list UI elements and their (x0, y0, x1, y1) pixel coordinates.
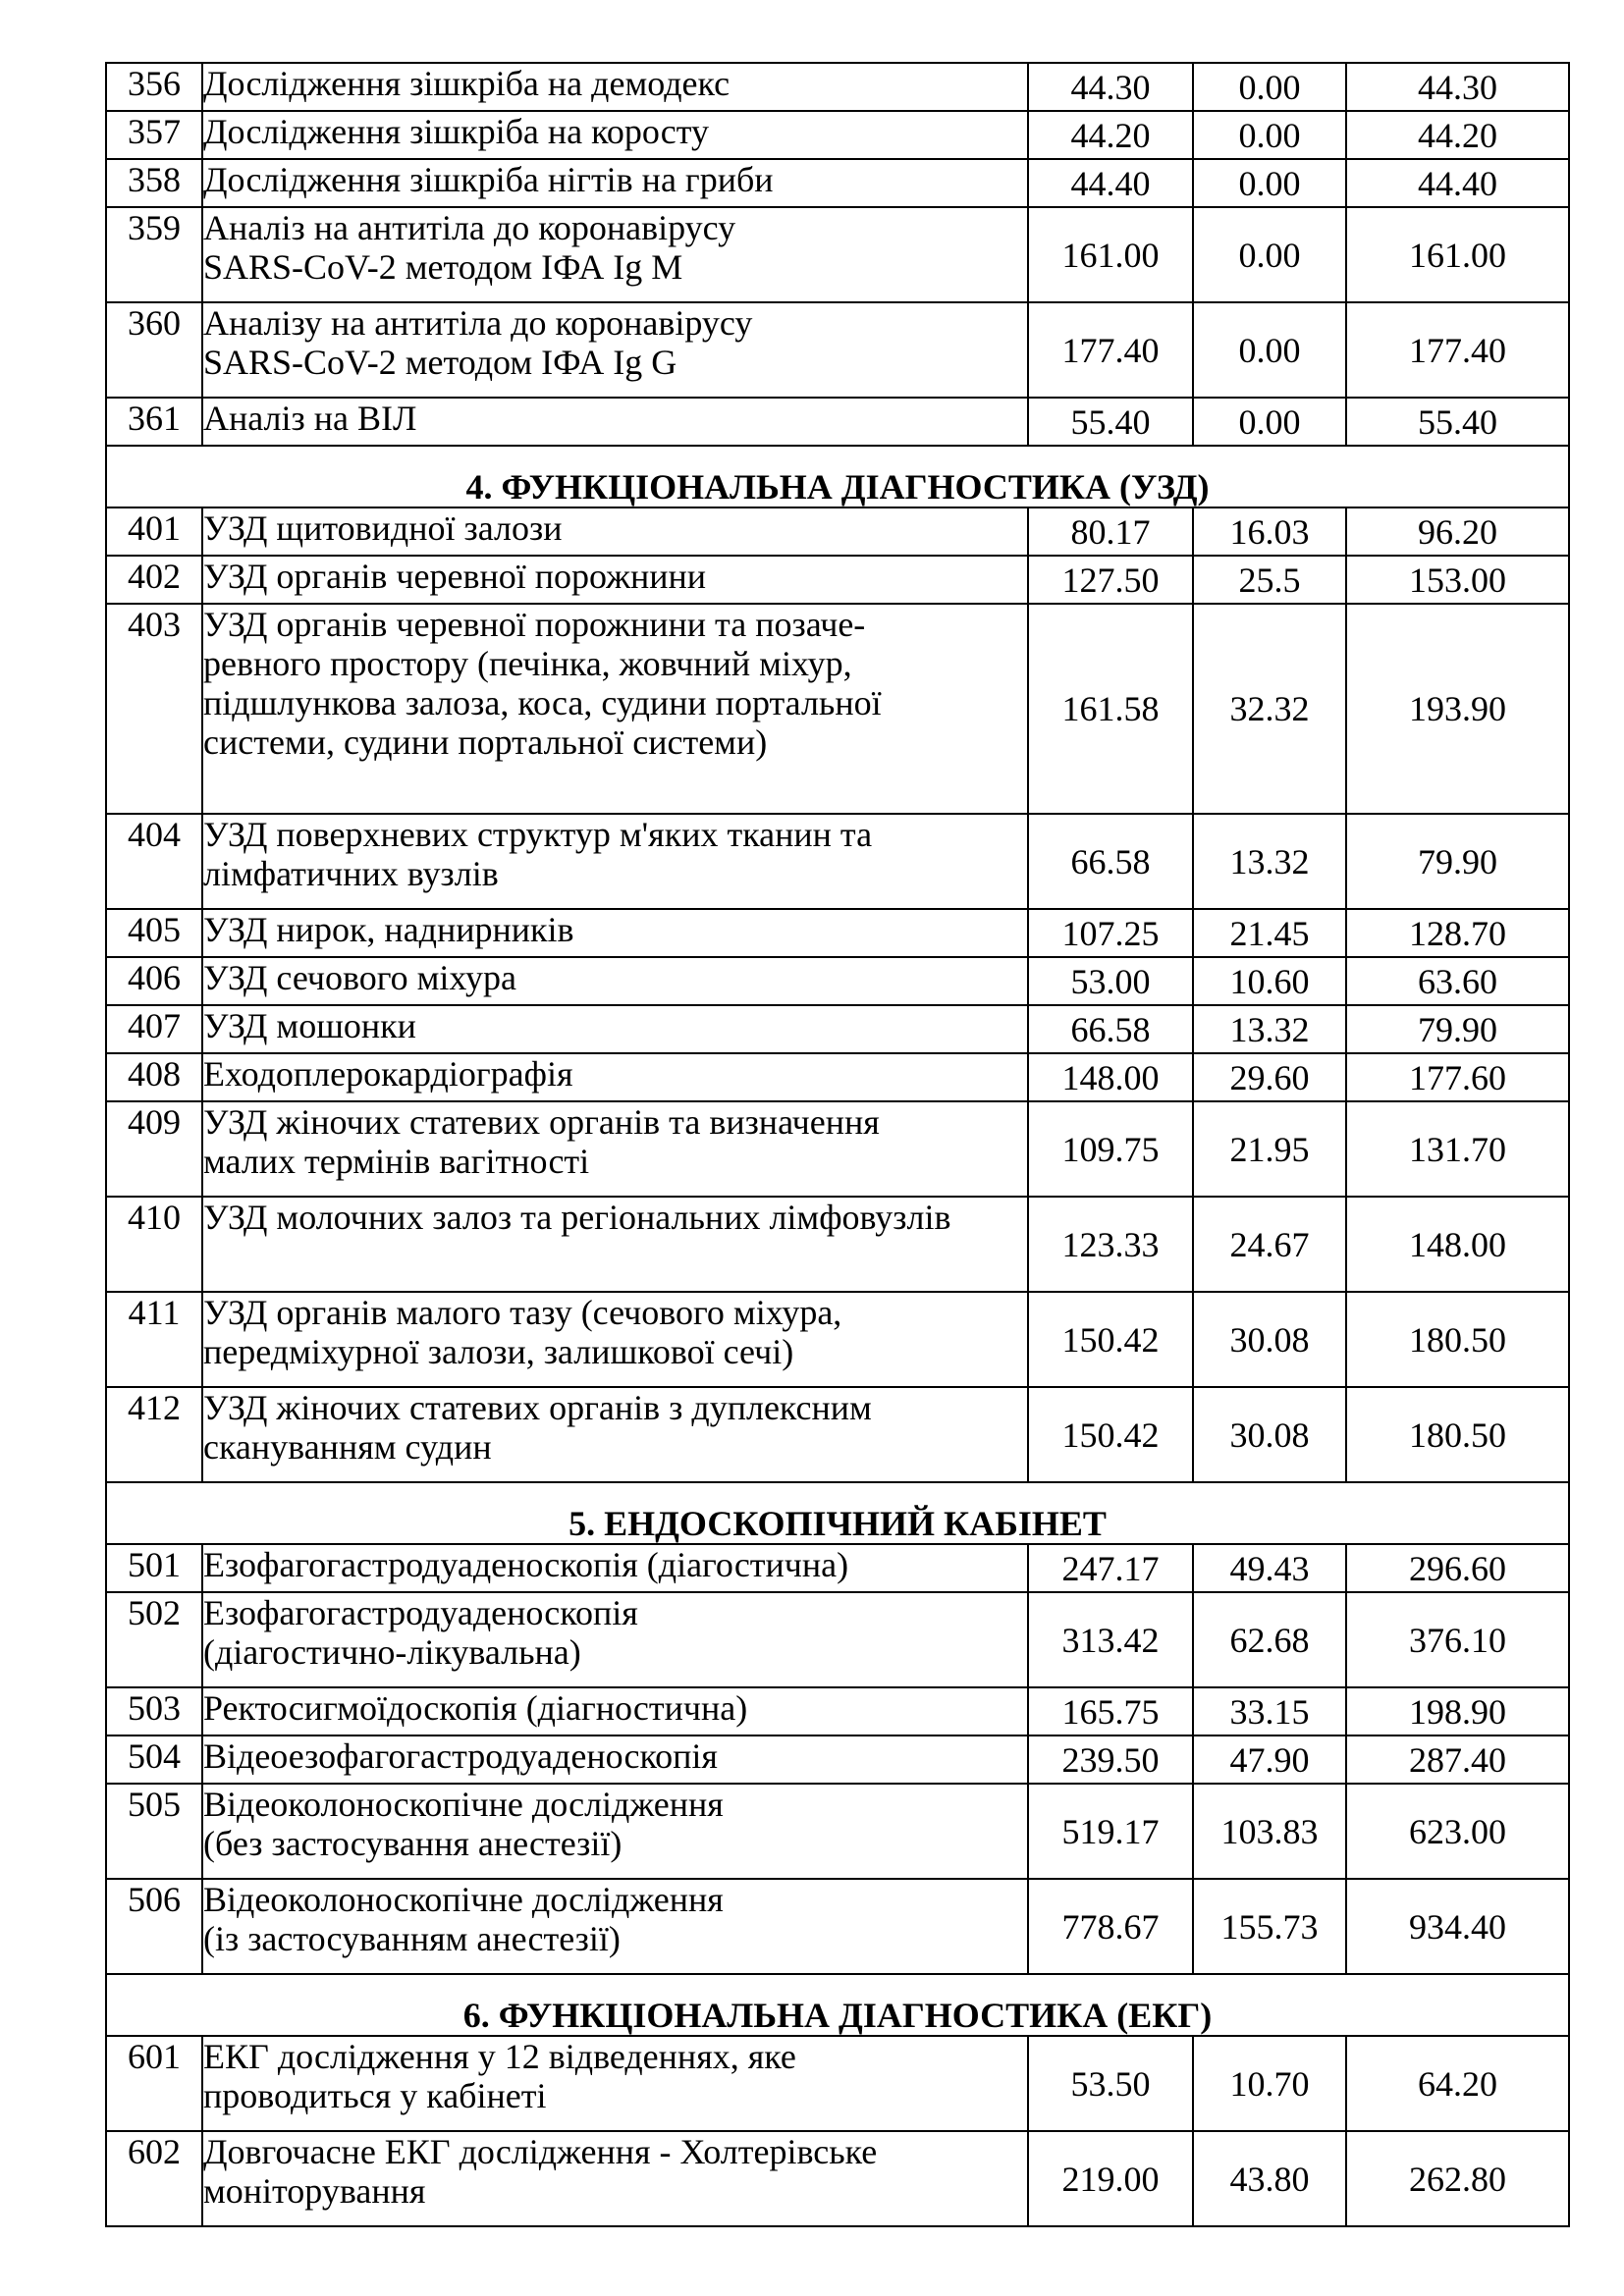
price-without-vat: 150.42 (1028, 1387, 1193, 1482)
price-without-vat: 107.25 (1028, 909, 1193, 957)
vat-amount: 21.95 (1193, 1101, 1346, 1197)
price-without-vat: 127.50 (1028, 556, 1193, 604)
price-without-vat: 161.00 (1028, 207, 1193, 302)
price-with-vat: 296.60 (1346, 1544, 1569, 1592)
table-row (106, 1292, 1569, 1387)
price-with-vat: 128.70 (1346, 909, 1569, 957)
vat-amount: 16.03 (1193, 507, 1346, 556)
vat-amount: 25.5 (1193, 556, 1346, 604)
service-code: 403 (106, 604, 202, 814)
section-title: 6. ФУНКЦІОНАЛЬНА ДІАГНОСТИКА (ЕКГ) (106, 1974, 1569, 2036)
table-row (106, 957, 1569, 1005)
service-name: Аналіз на ВІЛ (202, 398, 1028, 446)
price-without-vat: 150.42 (1028, 1292, 1193, 1387)
price-without-vat: 239.50 (1028, 1735, 1193, 1784)
vat-amount: 13.32 (1193, 1005, 1346, 1053)
price-without-vat: 44.30 (1028, 63, 1193, 111)
service-name: УЗД сечового міхура (202, 957, 1028, 1005)
price-with-vat: 934.40 (1346, 1879, 1569, 1974)
price-without-vat: 161.58 (1028, 604, 1193, 814)
vat-amount: 43.80 (1193, 2131, 1346, 2226)
price-without-vat: 247.17 (1028, 1544, 1193, 1592)
price-list-body (106, 63, 1569, 2226)
service-code: 361 (106, 398, 202, 446)
service-name: Аналіз на антитіла до коронавірусу SARS-CoV-2 методом ІФА Ig M (202, 207, 1028, 302)
table-row (106, 302, 1569, 398)
price-without-vat: 148.00 (1028, 1053, 1193, 1101)
service-code: 405 (106, 909, 202, 957)
price-with-vat: 44.30 (1346, 63, 1569, 111)
price-with-vat: 79.90 (1346, 814, 1569, 909)
table-row (106, 1053, 1569, 1101)
vat-amount: 0.00 (1193, 398, 1346, 446)
vat-amount: 0.00 (1193, 159, 1346, 207)
price-without-vat: 66.58 (1028, 814, 1193, 909)
table-row (106, 1544, 1569, 1592)
vat-amount: 21.45 (1193, 909, 1346, 957)
table-row (106, 1687, 1569, 1735)
vat-amount: 30.08 (1193, 1292, 1346, 1387)
price-without-vat: 109.75 (1028, 1101, 1193, 1197)
section-header-row (106, 1482, 1569, 1544)
price-with-vat: 148.00 (1346, 1197, 1569, 1292)
price-with-vat: 180.50 (1346, 1387, 1569, 1482)
service-code: 407 (106, 1005, 202, 1053)
table-row (106, 207, 1569, 302)
price-with-vat: 177.40 (1346, 302, 1569, 398)
vat-amount: 47.90 (1193, 1735, 1346, 1784)
service-name: Довгочасне ЕКГ дослідження - Холтерівське моніторування (202, 2131, 1028, 2226)
table-row (106, 814, 1569, 909)
service-code: 402 (106, 556, 202, 604)
table-row (106, 1197, 1569, 1292)
service-code: 356 (106, 63, 202, 111)
vat-amount: 29.60 (1193, 1053, 1346, 1101)
service-name: Дослідження зішкріба нігтів на гриби (202, 159, 1028, 207)
price-with-vat: 44.20 (1346, 111, 1569, 159)
vat-amount: 0.00 (1193, 111, 1346, 159)
price-without-vat: 55.40 (1028, 398, 1193, 446)
service-name: Дослідження зішкріба на демодекс (202, 63, 1028, 111)
service-code: 410 (106, 1197, 202, 1292)
price-with-vat: 287.40 (1346, 1735, 1569, 1784)
price-without-vat: 177.40 (1028, 302, 1193, 398)
price-without-vat: 219.00 (1028, 2131, 1193, 2226)
service-code: 602 (106, 2131, 202, 2226)
price-without-vat: 123.33 (1028, 1197, 1193, 1292)
vat-amount: 30.08 (1193, 1387, 1346, 1482)
service-name: Відеоезофагогастродуаденоскопія (202, 1735, 1028, 1784)
table-row (106, 1879, 1569, 1974)
service-name: УЗД жіночих статевих органів з дуплексним скануванням судин (202, 1387, 1028, 1482)
service-name: Відеоколоноскопічне дослідження (із застосуванням анестезії) (202, 1879, 1028, 1974)
price-without-vat: 778.67 (1028, 1879, 1193, 1974)
service-name: ЕКГ дослідження у 12 відведеннях, яке проводиться у кабінеті (202, 2036, 1028, 2131)
service-name: УЗД нирок, наднирників (202, 909, 1028, 957)
vat-amount: 155.73 (1193, 1879, 1346, 1974)
service-code: 412 (106, 1387, 202, 1482)
price-with-vat: 64.20 (1346, 2036, 1569, 2131)
table-row (106, 63, 1569, 111)
price-without-vat: 313.42 (1028, 1592, 1193, 1687)
service-name: Езофагогастродуаденоскопія (діагостично-лікувальна) (202, 1592, 1028, 1687)
price-without-vat: 80.17 (1028, 507, 1193, 556)
service-name: УЗД органів черевної порожнини та позаче- ревного простору (печінка, жовчний міхур, підшлункова залоза, коса, судини портальної системи, судини портальної системи) (202, 604, 1028, 814)
price-without-vat: 44.20 (1028, 111, 1193, 159)
service-name: Ректосигмоїдоскопія (діагностична) (202, 1687, 1028, 1735)
vat-amount: 103.83 (1193, 1784, 1346, 1879)
price-with-vat: 55.40 (1346, 398, 1569, 446)
price-without-vat: 44.40 (1028, 159, 1193, 207)
price-with-vat: 193.90 (1346, 604, 1569, 814)
vat-amount: 0.00 (1193, 63, 1346, 111)
price-list-table (105, 62, 1570, 2227)
service-code: 357 (106, 111, 202, 159)
service-name: Відеоколоноскопічне дослідження (без застосування анестезії) (202, 1784, 1028, 1879)
vat-amount: 24.67 (1193, 1197, 1346, 1292)
table-row (106, 1735, 1569, 1784)
service-name: УЗД молочних залоз та регіональних лімфовузлів (202, 1197, 1028, 1292)
service-name: УЗД щитовидної залози (202, 507, 1028, 556)
table-row (106, 1101, 1569, 1197)
table-row (106, 1592, 1569, 1687)
table-row (106, 159, 1569, 207)
service-name: Еходоплерокардіографія (202, 1053, 1028, 1101)
vat-amount: 10.70 (1193, 2036, 1346, 2131)
service-code: 360 (106, 302, 202, 398)
service-code: 411 (106, 1292, 202, 1387)
price-with-vat: 376.10 (1346, 1592, 1569, 1687)
price-with-vat: 198.90 (1346, 1687, 1569, 1735)
table-row (106, 2131, 1569, 2226)
service-code: 601 (106, 2036, 202, 2131)
section-title: 4. ФУНКЦІОНАЛЬНА ДІАГНОСТИКА (УЗД) (106, 446, 1569, 507)
service-name: УЗД поверхневих структур м'яких тканин та лімфатичних вузлів (202, 814, 1028, 909)
table-row (106, 604, 1569, 814)
vat-amount: 33.15 (1193, 1687, 1346, 1735)
price-with-vat: 44.40 (1346, 159, 1569, 207)
price-without-vat: 165.75 (1028, 1687, 1193, 1735)
table-row (106, 507, 1569, 556)
service-code: 401 (106, 507, 202, 556)
price-with-vat: 79.90 (1346, 1005, 1569, 1053)
price-with-vat: 63.60 (1346, 957, 1569, 1005)
price-without-vat: 53.00 (1028, 957, 1193, 1005)
service-name: Аналізу на антитіла до коронавірусу SARS-CoV-2 методом ІФА Ig G (202, 302, 1028, 398)
vat-amount: 13.32 (1193, 814, 1346, 909)
table-row (106, 398, 1569, 446)
price-with-vat: 153.00 (1346, 556, 1569, 604)
vat-amount: 10.60 (1193, 957, 1346, 1005)
service-code: 503 (106, 1687, 202, 1735)
service-code: 505 (106, 1784, 202, 1879)
price-without-vat: 66.58 (1028, 1005, 1193, 1053)
service-code: 501 (106, 1544, 202, 1592)
table-row (106, 1387, 1569, 1482)
service-code: 504 (106, 1735, 202, 1784)
table-row (106, 1784, 1569, 1879)
price-with-vat: 623.00 (1346, 1784, 1569, 1879)
price-with-vat: 161.00 (1346, 207, 1569, 302)
service-code: 359 (106, 207, 202, 302)
service-code: 358 (106, 159, 202, 207)
price-with-vat: 177.60 (1346, 1053, 1569, 1101)
section-header-row (106, 446, 1569, 507)
service-name: Дослідження зішкріба на коросту (202, 111, 1028, 159)
section-header-row (106, 1974, 1569, 2036)
service-code: 506 (106, 1879, 202, 1974)
vat-amount: 62.68 (1193, 1592, 1346, 1687)
table-row (106, 1005, 1569, 1053)
vat-amount: 32.32 (1193, 604, 1346, 814)
table-row (106, 2036, 1569, 2131)
service-name: Езофагогастродуаденоскопія (діагостична) (202, 1544, 1028, 1592)
table-row (106, 556, 1569, 604)
service-name: УЗД органів малого тазу (сечового міхура, передміхурної залози, залишкової сечі) (202, 1292, 1028, 1387)
price-with-vat: 262.80 (1346, 2131, 1569, 2226)
table-row (106, 111, 1569, 159)
service-name: УЗД органів черевної порожнини (202, 556, 1028, 604)
price-with-vat: 96.20 (1346, 507, 1569, 556)
price-with-vat: 180.50 (1346, 1292, 1569, 1387)
price-with-vat: 131.70 (1346, 1101, 1569, 1197)
service-name: УЗД жіночих статевих органів та визначення малих термінів вагітності (202, 1101, 1028, 1197)
section-title: 5. ЕНДОСКОПІЧНИЙ КАБІНЕТ (106, 1482, 1569, 1544)
vat-amount: 49.43 (1193, 1544, 1346, 1592)
service-code: 502 (106, 1592, 202, 1687)
vat-amount: 0.00 (1193, 302, 1346, 398)
price-without-vat: 53.50 (1028, 2036, 1193, 2131)
table-row (106, 909, 1569, 957)
service-code: 408 (106, 1053, 202, 1101)
price-without-vat: 519.17 (1028, 1784, 1193, 1879)
service-code: 409 (106, 1101, 202, 1197)
vat-amount: 0.00 (1193, 207, 1346, 302)
service-name: УЗД мошонки (202, 1005, 1028, 1053)
service-code: 406 (106, 957, 202, 1005)
service-code: 404 (106, 814, 202, 909)
